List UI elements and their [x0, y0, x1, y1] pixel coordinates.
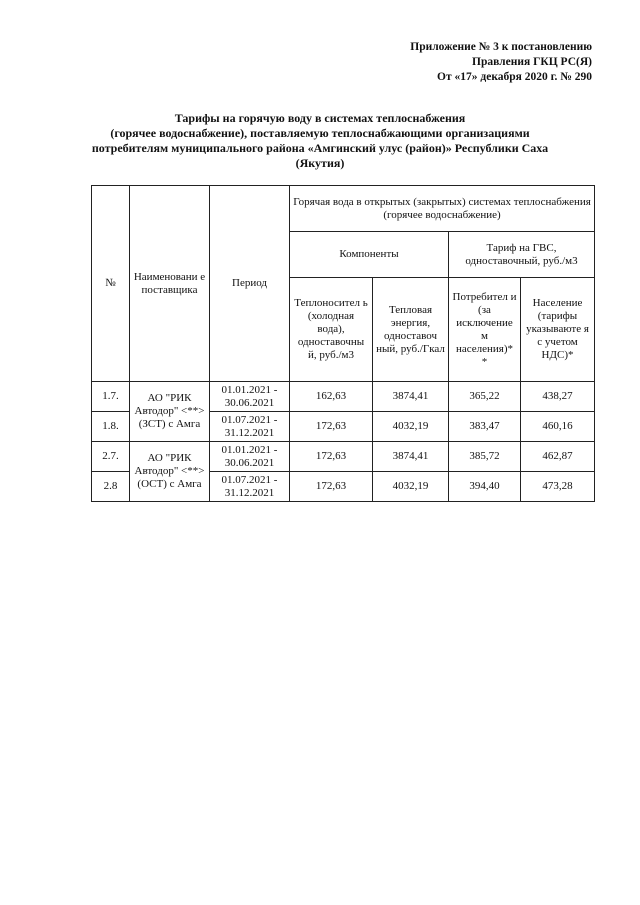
- header-line-1: Приложение № 3 к постановлению: [410, 41, 592, 53]
- cell-population: 460,16: [521, 412, 595, 442]
- header-row-1: [92, 186, 595, 232]
- cell-period: 01.07.2021 - 31.12.2021: [210, 412, 290, 442]
- cell-population: 462,87: [521, 442, 595, 472]
- cell-carrier: 172,63: [290, 412, 373, 442]
- cell-carrier: 172,63: [290, 472, 373, 502]
- document-title: [60, 111, 580, 171]
- header-line-2: Правления ГКЦ РС(Я): [472, 56, 592, 68]
- title-line-1: Тарифы на горячую воду в системах теплоснабжения: [174, 111, 466, 125]
- cell-carrier: 172,63: [290, 442, 373, 472]
- cell-number: 1.8.: [92, 412, 130, 442]
- tariff-table: [91, 185, 595, 502]
- cell-consumers: 394,40: [449, 472, 521, 502]
- col-header-number: №: [92, 186, 130, 382]
- cell-number: 2.7.: [92, 442, 130, 472]
- cell-number: 1.7.: [92, 382, 130, 412]
- col-header-period: Период: [210, 186, 290, 382]
- cell-period: 01.01.2021 - 30.06.2021: [210, 442, 290, 472]
- cell-consumers: 385,72: [449, 442, 521, 472]
- table-row: [92, 442, 595, 472]
- cell-energy: 3874,41: [373, 442, 449, 472]
- table-row: [92, 382, 595, 412]
- cell-energy: 4032,19: [373, 472, 449, 502]
- col-header-energy: Тепловая энергия, одноставоч ный, руб./Гкал: [373, 278, 449, 382]
- cell-energy: 4032,19: [373, 412, 449, 442]
- cell-period: 01.07.2021 - 31.12.2021: [210, 472, 290, 502]
- cell-population: 473,28: [521, 472, 595, 502]
- title-line-4: (Якутия): [295, 156, 345, 170]
- cell-population: 438,27: [521, 382, 595, 412]
- cell-consumers: 383,47: [449, 412, 521, 442]
- group-header-tariff: Тариф на ГВС, одноставочный, руб./м3: [449, 232, 595, 278]
- cell-supplier: АО "РИК Автодор" <**> (ОСТ) с Амга: [130, 442, 210, 502]
- cell-supplier: АО "РИК Автодор" <**> (ЗСТ) с Амга: [130, 382, 210, 442]
- group-header-hot-water: Горячая вода в открытых (закрытых) системах теплоснабжения (горячее водоснабжение): [290, 186, 595, 232]
- cell-consumers: 365,22: [449, 382, 521, 412]
- cell-carrier: 162,63: [290, 382, 373, 412]
- title-line-3: потребителям муниципального района «Амгинский улус (район)» Республики Саха: [91, 141, 549, 155]
- cell-period: 01.01.2021 - 30.06.2021: [210, 382, 290, 412]
- title-line-2: (горячее водоснабжение), поставляемую теплоснабжающими организациями: [110, 126, 530, 140]
- cell-energy: 3874,41: [373, 382, 449, 412]
- group-header-components: Компоненты: [290, 232, 449, 278]
- cell-number: 2.8: [92, 472, 130, 502]
- col-header-population: Население (тарифы указываюте я с учетом НДС)*: [521, 278, 595, 382]
- document-header: [292, 40, 592, 85]
- col-header-supplier: Наименовани е поставщика: [130, 186, 210, 382]
- col-header-carrier: Теплоносител ь (холодная вода), одноставочны й, руб./м3: [290, 278, 373, 382]
- header-line-3: От «17» декабря 2020 г. № 290: [437, 71, 592, 83]
- col-header-consumers: Потребител и (за исключение м населения)* *: [449, 278, 521, 382]
